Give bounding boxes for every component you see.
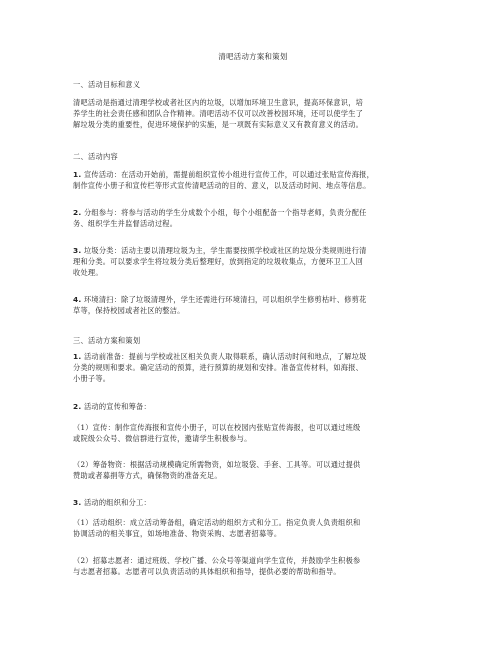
paragraph-line: 制作宣传小册子和宣传栏等形式宣传清吧活动的目的、意义，以及活动时间、地点等信息。 xyxy=(73,180,371,190)
paragraph-line: 小册子等。 xyxy=(73,373,111,383)
paragraph-line: 宣传活动：在活动开始前，需提前组织宣传小组进行宣传工作，可以通过张贴宣传海报， xyxy=(81,170,375,179)
list-item-grouping xyxy=(73,208,433,230)
paragraph-line: 活动前准备：提前与学校或社区相关负责人取得联系，确认活动时间和地点，了解垃圾 xyxy=(81,352,367,361)
item-number: 4. xyxy=(73,295,82,304)
item-number: 3. xyxy=(73,246,82,255)
paragraph-line: 或院级公众号、微信群进行宣传，邀请学生积极参与。 xyxy=(73,433,252,443)
list-item-publicity-prep xyxy=(73,402,433,413)
document-title: 清吧活动方案和策划 xyxy=(218,52,288,61)
paragraph-line: 养学生的社会责任感和团队合作精神。清吧活动不仅可以改善校园环境，还可以使学生了 xyxy=(73,108,364,118)
sub-item-organization xyxy=(73,518,433,540)
paragraph-line: 收处理。 xyxy=(73,267,103,277)
section-heading-plan: 三、活动方案和策划 xyxy=(73,336,141,345)
sub-item-publicity xyxy=(73,423,433,445)
paragraph-line: 活动的宣传和筹备： xyxy=(81,402,151,411)
sub-item-volunteers xyxy=(73,556,433,578)
paragraph-line: 协调活动的相关事宜，如场地准备、物资采购、志愿者招募等。 xyxy=(73,528,282,538)
paragraph-line: 环境清扫：除了垃圾清理外，学生还需进行环境清扫，可以组织学生修剪枯叶、修剪花 xyxy=(81,295,367,304)
paragraph-line: （1）活动组织：成立活动筹备组，确定活动的组织方式和分工。指定负责人负责组织和 xyxy=(73,518,361,527)
list-item-sorting xyxy=(73,246,433,278)
paragraph-line: 草等，保持校园或者社区的整洁。 xyxy=(73,305,185,315)
list-item-cleaning xyxy=(73,295,433,317)
paragraph-line: 活动的组织和分工： xyxy=(81,498,151,507)
item-number: 1. xyxy=(73,352,82,361)
item-number: 2. xyxy=(73,402,82,411)
section-heading-content: 二、活动内容 xyxy=(73,152,118,161)
item-number: 1. xyxy=(73,170,82,179)
paragraph-line: 与志愿者招募。志愿者可以负责活动的具体组织和指导，提供必要的帮助和指导。 xyxy=(73,566,341,576)
list-item-preparation xyxy=(73,352,433,384)
list-item-publicity xyxy=(73,170,433,192)
paragraph-line: （1）宣传：制作宣传海报和宣传小册子，可以在校园内张贴宣传海报，也可以通过班级 xyxy=(73,423,361,432)
item-number: 2. xyxy=(73,208,82,217)
paragraph-line: 务、组织学生并监督活动过程。 xyxy=(73,218,178,228)
list-item-organization xyxy=(73,498,433,509)
sub-item-supplies xyxy=(73,460,433,482)
section-heading-goals: 一、活动目标和意义 xyxy=(73,80,141,89)
paragraph-line: 赞助或者募捐等方式，确保物资的准备充足。 xyxy=(73,470,222,480)
paragraph-line: 分类的规则和要求。确定活动的预算，进行预算的规划和安排。准备宣传材料，如海报、 xyxy=(73,362,364,372)
paragraph-line: 清吧活动是指通过清理学校或者社区内的垃圾，以增加环境卫生意识，提高环保意识，培 xyxy=(73,98,364,107)
paragraph-line: （2）筹备物资：根据活动规模确定所需物资，如垃圾袋、手套、工具等。可以通过提供 xyxy=(73,460,361,469)
item-number: 3. xyxy=(73,498,82,507)
paragraph-line: 解垃圾分类的重要性，促进环境保护的实施，是一项既有实际意义又有教育意义的活动。 xyxy=(73,119,364,129)
paragraph-line: 理和分类。可以要求学生将垃圾分类后整理好，放到指定的垃圾收集点，方便环卫工人回 xyxy=(73,256,364,266)
paragraph-line: 分组参与：将参与活动的学生分成数个小组，每个小组配备一个指导老师，负责分配任 xyxy=(81,208,367,217)
paragraph-line: 垃圾分类：活动主要以清理垃圾为主，学生需要按照学校或社区的垃圾分类规则进行清 xyxy=(81,246,367,255)
paragraph-goals xyxy=(73,98,433,130)
paragraph-line: （2）招募志愿者：通过班级、学校广播、公众号等渠道向学生宣传，并鼓励学生积极参 xyxy=(73,556,361,565)
